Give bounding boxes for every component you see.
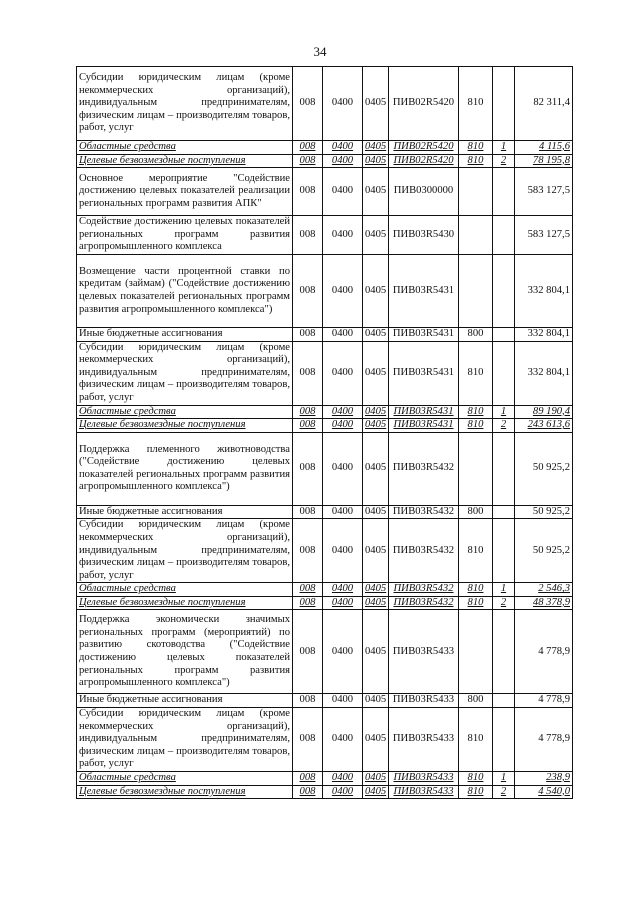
table-cell-subsection: 0405 <box>363 216 389 255</box>
table-cell-expense-type: 810 <box>459 596 493 610</box>
table-row <box>77 405 573 419</box>
table-cell-amount: 2 546,3 <box>515 583 573 597</box>
table-cell-amount: 48 378,9 <box>515 596 573 610</box>
table-row <box>77 141 573 155</box>
table-cell-name: Целевые безвозмездные поступления <box>77 596 293 610</box>
table-cell-admin-code: 008 <box>293 67 323 141</box>
table-cell-source-code <box>493 341 515 405</box>
table-row <box>77 708 573 772</box>
table-cell-subsection: 0405 <box>363 67 389 141</box>
table-cell-admin-code: 008 <box>293 341 323 405</box>
table-cell-target-article: ПИВ03R5433 <box>389 772 459 786</box>
table-cell-source-code <box>493 708 515 772</box>
table-cell-name: Областные средства <box>77 583 293 597</box>
table-cell-section: 0400 <box>323 141 363 155</box>
table-cell-admin-code: 008 <box>293 154 323 168</box>
table-cell-section: 0400 <box>323 341 363 405</box>
table-cell-target-article: ПИВ03R5431 <box>389 254 459 327</box>
table-cell-expense-type <box>459 254 493 327</box>
table-cell-subsection: 0405 <box>363 785 389 799</box>
table-cell-name: Субсидии юридическим лицам (кроме некоммерческих организаций), индивидуальным предпринимателям, физическим лицам – производителям товаров, работ, услуг <box>77 67 293 141</box>
table-cell-name: Целевые безвозмездные поступления <box>77 154 293 168</box>
table-row <box>77 254 573 327</box>
table-cell-expense-type: 810 <box>459 772 493 786</box>
table-cell-source-code <box>493 67 515 141</box>
table-cell-section: 0400 <box>323 610 363 694</box>
table-cell-source-code: 2 <box>493 596 515 610</box>
table-cell-section: 0400 <box>323 519 363 583</box>
table-cell-amount: 4 540,0 <box>515 785 573 799</box>
table-cell-expense-type: 810 <box>459 341 493 405</box>
table-cell-amount: 583 127,5 <box>515 168 573 216</box>
table-cell-admin-code: 008 <box>293 519 323 583</box>
table-cell-target-article: ПИВ03R5431 <box>389 341 459 405</box>
table-cell-target-article: ПИВ03R5431 <box>389 327 459 341</box>
table-cell-admin-code: 008 <box>293 583 323 597</box>
table-cell-section: 0400 <box>323 694 363 708</box>
table-cell-source-code: 1 <box>493 141 515 155</box>
table-cell-amount: 4 115,6 <box>515 141 573 155</box>
table-cell-subsection: 0405 <box>363 141 389 155</box>
table-cell-section: 0400 <box>323 505 363 519</box>
table-cell-section: 0400 <box>323 596 363 610</box>
table-cell-expense-type <box>459 216 493 255</box>
table-cell-name: Иные бюджетные ассигнования <box>77 694 293 708</box>
table-row <box>77 785 573 799</box>
table-cell-expense-type: 810 <box>459 154 493 168</box>
table-cell-source-code <box>493 694 515 708</box>
table-cell-expense-type: 810 <box>459 519 493 583</box>
table-cell-subsection: 0405 <box>363 327 389 341</box>
table-cell-admin-code: 008 <box>293 708 323 772</box>
table-cell-name: Иные бюджетные ассигнования <box>77 505 293 519</box>
table-cell-admin-code: 008 <box>293 327 323 341</box>
table-cell-amount: 243 613,6 <box>515 419 573 433</box>
table-row <box>77 519 573 583</box>
table-cell-name: Областные средства <box>77 772 293 786</box>
table-cell-admin-code: 008 <box>293 432 323 505</box>
table-cell-source-code <box>493 432 515 505</box>
table-cell-target-article: ПИВ03R5433 <box>389 694 459 708</box>
table-row <box>77 596 573 610</box>
table-cell-amount: 50 925,2 <box>515 432 573 505</box>
table-row <box>77 154 573 168</box>
table-cell-expense-type: 810 <box>459 141 493 155</box>
table-cell-target-article: ПИВ03R5433 <box>389 708 459 772</box>
table-row <box>77 772 573 786</box>
table-cell-section: 0400 <box>323 154 363 168</box>
table-cell-target-article: ПИВ03R5432 <box>389 519 459 583</box>
table-cell-admin-code: 008 <box>293 405 323 419</box>
table-cell-amount: 4 778,9 <box>515 708 573 772</box>
table-cell-expense-type <box>459 610 493 694</box>
table-cell-target-article: ПИВ03R5432 <box>389 596 459 610</box>
table-row <box>77 216 573 255</box>
table-cell-amount: 89 190,4 <box>515 405 573 419</box>
table-cell-expense-type: 810 <box>459 785 493 799</box>
table-cell-admin-code: 008 <box>293 785 323 799</box>
table-cell-expense-type: 810 <box>459 419 493 433</box>
table-cell-subsection: 0405 <box>363 772 389 786</box>
table-cell-source-code <box>493 327 515 341</box>
table-cell-section: 0400 <box>323 405 363 419</box>
table-cell-amount: 4 778,9 <box>515 694 573 708</box>
table-cell-section: 0400 <box>323 254 363 327</box>
table-cell-source-code: 1 <box>493 772 515 786</box>
table-cell-target-article: ПИВ03R5433 <box>389 610 459 694</box>
table-cell-source-code: 2 <box>493 154 515 168</box>
table-cell-section: 0400 <box>323 785 363 799</box>
table-row <box>77 610 573 694</box>
table-cell-subsection: 0405 <box>363 505 389 519</box>
table-cell-target-article: ПИВ03R5432 <box>389 505 459 519</box>
table-cell-expense-type: 810 <box>459 583 493 597</box>
table-cell-amount: 82 311,4 <box>515 67 573 141</box>
table-cell-name: Областные средства <box>77 405 293 419</box>
table-cell-section: 0400 <box>323 583 363 597</box>
table-cell-amount: 332 804,1 <box>515 327 573 341</box>
table-cell-admin-code: 008 <box>293 141 323 155</box>
table-cell-subsection: 0405 <box>363 254 389 327</box>
table-row <box>77 327 573 341</box>
table-cell-subsection: 0405 <box>363 432 389 505</box>
table-cell-section: 0400 <box>323 419 363 433</box>
table-cell-name: Основное мероприятие "Содействие достижению целевых показателей реализации региональных программ развития АПК" <box>77 168 293 216</box>
table-cell-subsection: 0405 <box>363 168 389 216</box>
table-cell-expense-type: 800 <box>459 505 493 519</box>
table-cell-source-code: 1 <box>493 583 515 597</box>
table-cell-name: Целевые безвозмездные поступления <box>77 785 293 799</box>
table-cell-expense-type: 800 <box>459 694 493 708</box>
table-cell-name: Возмещение части процентной ставки по кредитам (займам) ("Содействие достижению целевых показателей региональных программ развития агропромышленного комплекса") <box>77 254 293 327</box>
table-cell-section: 0400 <box>323 708 363 772</box>
table-cell-amount: 583 127,5 <box>515 216 573 255</box>
table-cell-amount: 332 804,1 <box>515 341 573 405</box>
table-cell-admin-code: 008 <box>293 596 323 610</box>
table-cell-target-article: ПИВ02R5420 <box>389 154 459 168</box>
budget-table <box>76 66 573 799</box>
table-cell-subsection: 0405 <box>363 154 389 168</box>
table-row <box>77 505 573 519</box>
table-cell-amount: 332 804,1 <box>515 254 573 327</box>
table-cell-name: Содействие достижению целевых показателей региональных программ развития агропромышленного комплекса <box>77 216 293 255</box>
table-row <box>77 583 573 597</box>
table-cell-name: Иные бюджетные ассигнования <box>77 327 293 341</box>
table-cell-target-article: ПИВ02R5420 <box>389 141 459 155</box>
table-cell-expense-type: 810 <box>459 405 493 419</box>
table-cell-target-article: ПИВ03R5431 <box>389 419 459 433</box>
table-cell-subsection: 0405 <box>363 596 389 610</box>
table-cell-admin-code: 008 <box>293 610 323 694</box>
table-cell-expense-type: 810 <box>459 708 493 772</box>
table-cell-section: 0400 <box>323 216 363 255</box>
table-row <box>77 341 573 405</box>
table-cell-amount: 78 195,8 <box>515 154 573 168</box>
table-cell-source-code <box>493 168 515 216</box>
table-cell-expense-type <box>459 432 493 505</box>
table-cell-admin-code: 008 <box>293 772 323 786</box>
table-row <box>77 67 573 141</box>
table-cell-source-code <box>493 519 515 583</box>
table-cell-target-article: ПИВ03R5433 <box>389 785 459 799</box>
table-cell-admin-code: 008 <box>293 216 323 255</box>
table-cell-target-article: ПИВ03R5431 <box>389 405 459 419</box>
table-cell-subsection: 0405 <box>363 519 389 583</box>
table-cell-amount: 50 925,2 <box>515 519 573 583</box>
table-cell-admin-code: 008 <box>293 168 323 216</box>
table-cell-name: Поддержка экономически значимых региональных программ (мероприятий) по развитию скотоводства ("Содействие достижению целевых показателей региональных программ развития агропромышленного комплекса") <box>77 610 293 694</box>
table-cell-source-code <box>493 216 515 255</box>
table-cell-target-article: ПИВ03R5432 <box>389 583 459 597</box>
table-cell-expense-type: 810 <box>459 67 493 141</box>
table-cell-amount: 4 778,9 <box>515 610 573 694</box>
table-cell-source-code <box>493 610 515 694</box>
table-cell-subsection: 0405 <box>363 694 389 708</box>
table-cell-admin-code: 008 <box>293 694 323 708</box>
table-cell-subsection: 0405 <box>363 419 389 433</box>
table-cell-name: Целевые безвозмездные поступления <box>77 419 293 433</box>
table-cell-section: 0400 <box>323 327 363 341</box>
table-cell-target-article: ПИВ03R5432 <box>389 432 459 505</box>
table-cell-section: 0400 <box>323 772 363 786</box>
table-cell-subsection: 0405 <box>363 708 389 772</box>
table-cell-name: Субсидии юридическим лицам (кроме некоммерческих организаций), индивидуальным предпринимателям, физическим лицам – производителям товаров, работ, услуг <box>77 519 293 583</box>
table-cell-section: 0400 <box>323 67 363 141</box>
table-cell-name: Поддержка племенного животноводства ("Содействие достижению целевых показателей региональных программ развития агропромышленного комплекса") <box>77 432 293 505</box>
table-cell-target-article: ПИВ03R5430 <box>389 216 459 255</box>
table-cell-source-code: 2 <box>493 785 515 799</box>
table-cell-source-code: 1 <box>493 405 515 419</box>
table-row <box>77 432 573 505</box>
table-cell-name: Субсидии юридическим лицам (кроме некоммерческих организаций), индивидуальным предпринимателям, физическим лицам – производителям товаров, работ, услуг <box>77 341 293 405</box>
table-cell-amount: 238,9 <box>515 772 573 786</box>
table-cell-subsection: 0405 <box>363 341 389 405</box>
table-cell-expense-type <box>459 168 493 216</box>
table-cell-source-code <box>493 254 515 327</box>
table-cell-target-article: ПИВ02R5420 <box>389 67 459 141</box>
table-row <box>77 419 573 433</box>
table-row <box>77 168 573 216</box>
table-cell-admin-code: 008 <box>293 419 323 433</box>
table-cell-subsection: 0405 <box>363 610 389 694</box>
table-cell-section: 0400 <box>323 432 363 505</box>
table-cell-name: Областные средства <box>77 141 293 155</box>
table-cell-subsection: 0405 <box>363 583 389 597</box>
table-cell-admin-code: 008 <box>293 505 323 519</box>
table-cell-subsection: 0405 <box>363 405 389 419</box>
table-cell-amount: 50 925,2 <box>515 505 573 519</box>
table-cell-admin-code: 008 <box>293 254 323 327</box>
table-cell-expense-type: 800 <box>459 327 493 341</box>
table-cell-source-code: 2 <box>493 419 515 433</box>
table-cell-section: 0400 <box>323 168 363 216</box>
table-row <box>77 694 573 708</box>
page-number: 34 <box>313 44 327 59</box>
table-cell-name: Субсидии юридическим лицам (кроме некоммерческих организаций), индивидуальным предпринимателям, физическим лицам – производителям товаров, работ, услуг <box>77 708 293 772</box>
table-cell-target-article: ПИВ0300000 <box>389 168 459 216</box>
table-cell-source-code <box>493 505 515 519</box>
